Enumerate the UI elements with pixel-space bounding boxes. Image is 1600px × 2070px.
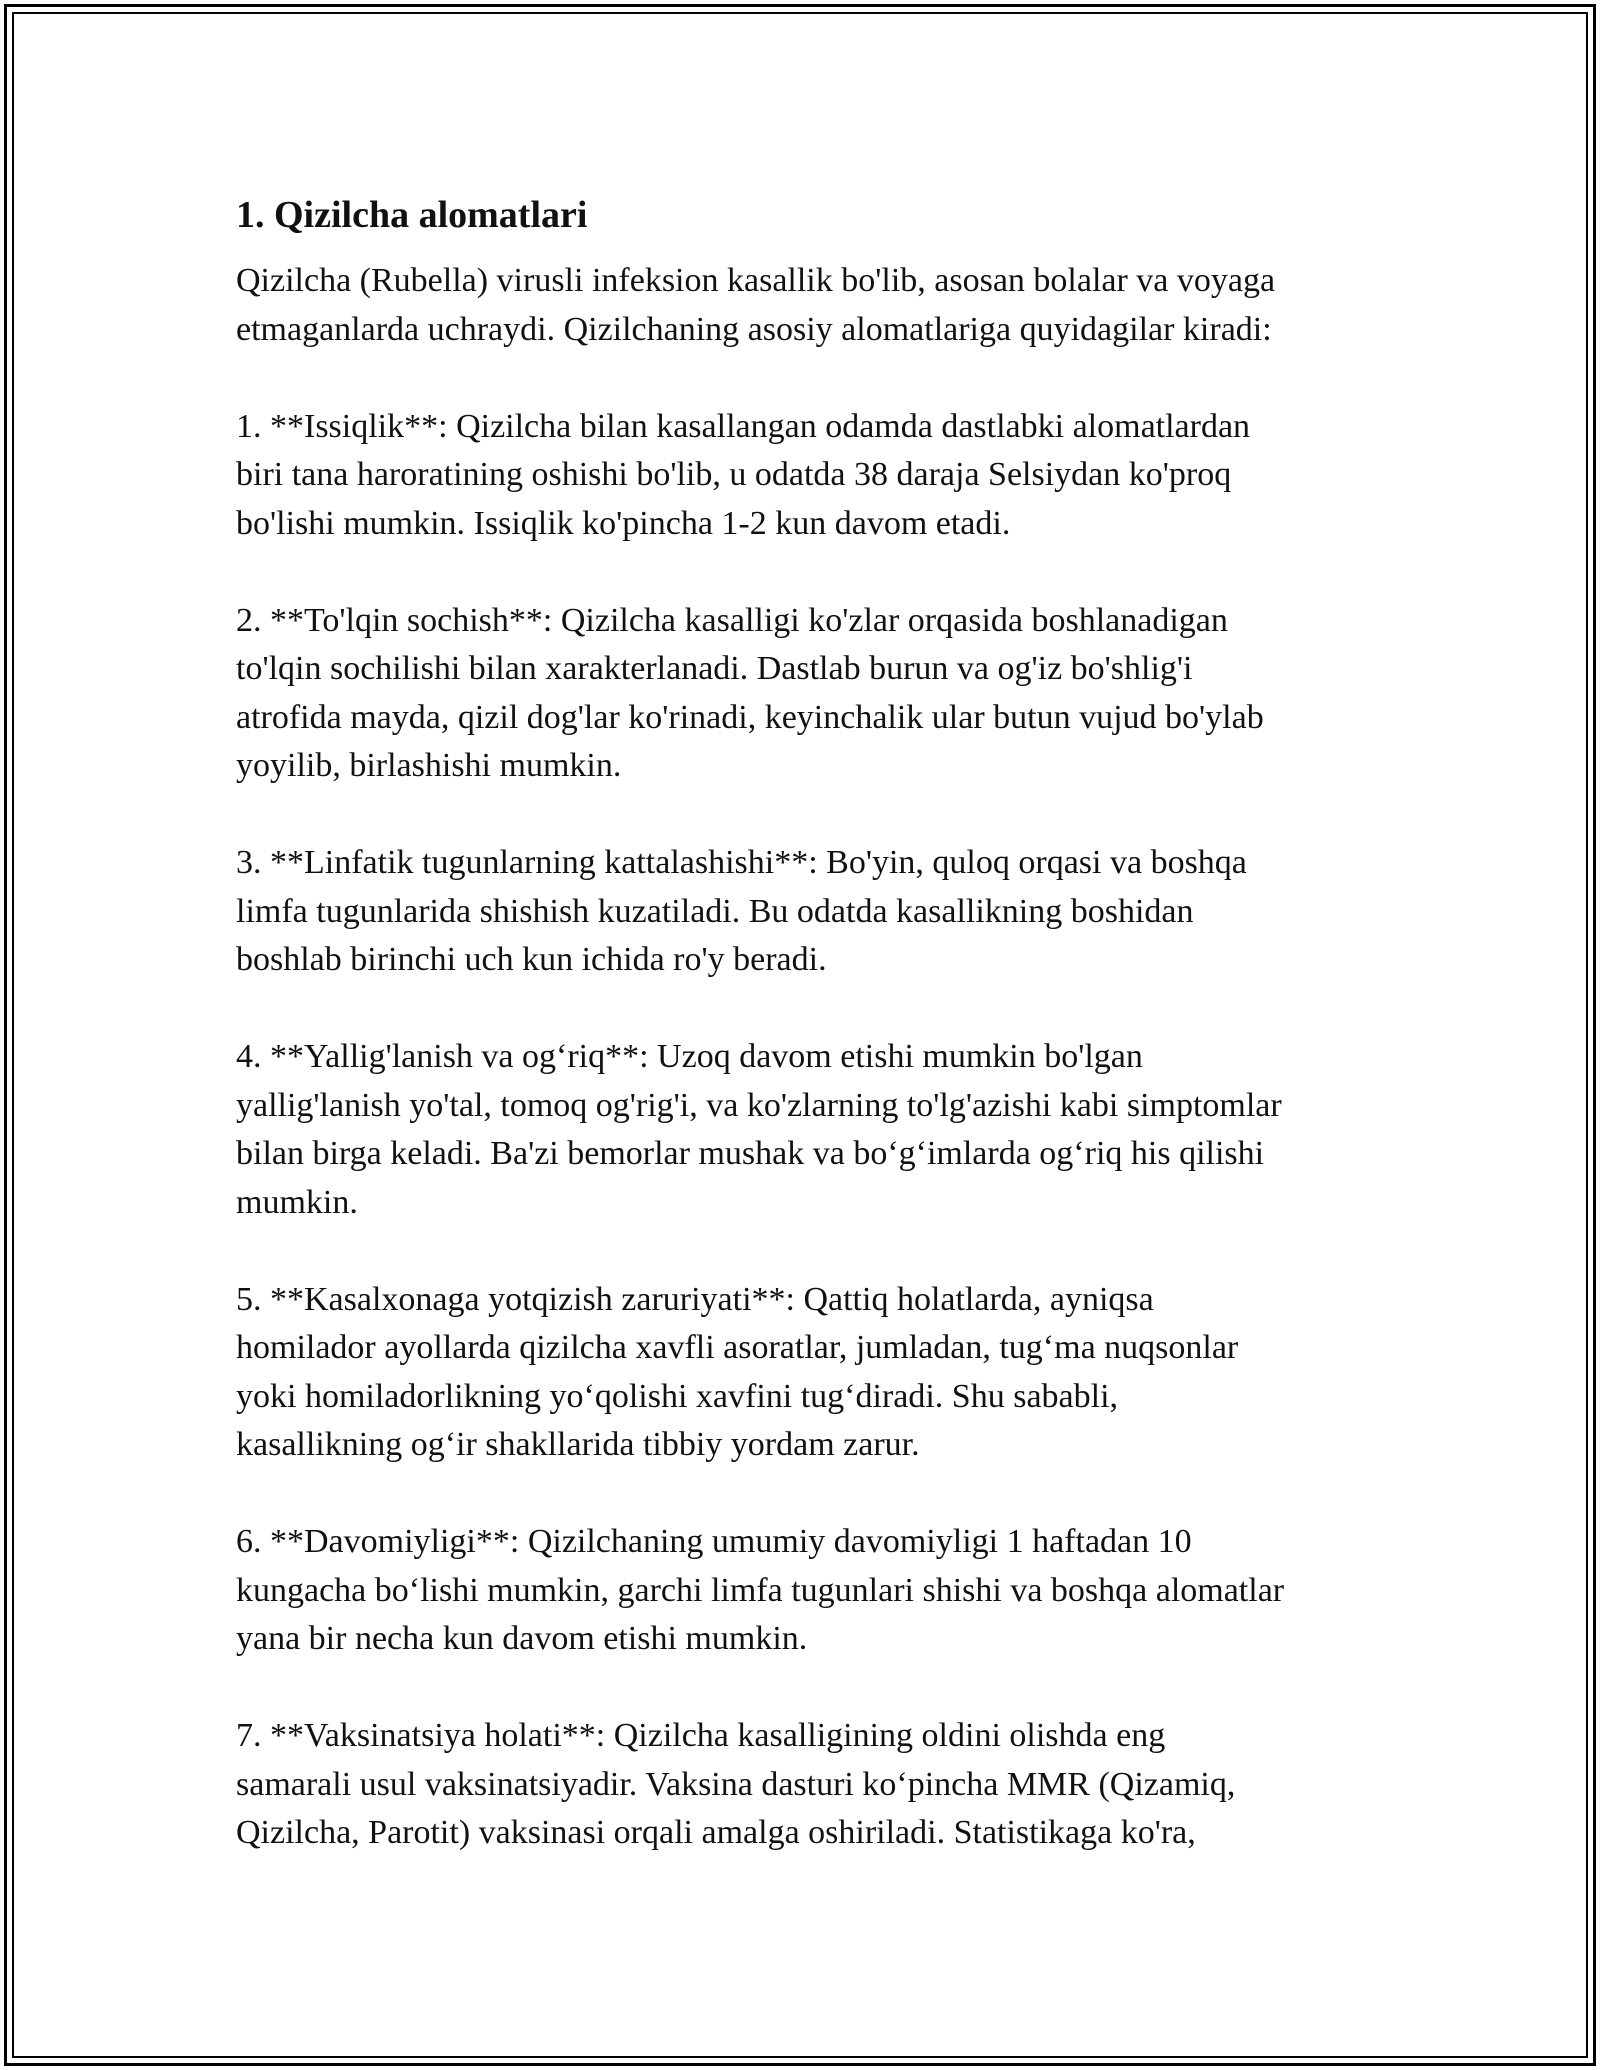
symptom-item-vaccination: 7. **Vaksinatsiya holati**: Qizilcha kasalligining oldini olishda eng samarali usul vaksinatsiyadir. Vaksina dasturi ko‘pincha MMR (Qizamiq, Qizilcha, Parotit) vaksinasi orqali amalga oshiriladi. Statistikaga ko'ra, (236, 1717, 1236, 1851)
symptom-item-inflammation: 4. **Yallig'lanish va og‘riq**: Uzoq davom etishi mumkin bo'lgan yallig'lanish yo'tal, tomoq og'rig'i, va ko'zlarning to'lg'azishi kabi simptomlar bilan birga keladi. Ba'zi bemorlar mushak va bo‘g‘imlarda og‘riq his qilishi mumkin. (236, 1038, 1282, 1221)
symptom-item-fever: 1. **Issiqlik**: Qizilcha bilan kasallangan odamda dastlabki alomatlardan biri tana haroratining oshishi bo'lib, u odatda 38 daraja Selsiydan ko'proq bo'lishi mumkin. Issiqlik ko'pincha 1-2 kun davom etadi. (236, 407, 1251, 542)
section-heading: 1. Qizilcha alomatlari (236, 194, 588, 236)
symptom-item-hospitalization: 5. **Kasalxonaga yotqizish zaruriyati**: Qattiq holatlarda, ayniqsa homilador ayollarda qizilcha xavfli asoratlar, jumladan, tug‘ma nuqsonlar yoki homiladorlikning yo‘qolishi xavfini tug‘diradi. Shu sababli, kasallikning og‘ir shakllarida tibbiy yordam zarur. (236, 1280, 1239, 1463)
symptom-item-lymph-nodes: 3. **Linfatik tugunlarning kattalashishi**: Bo'yin, quloq orqasi va boshqa limfa tugunlarida shishish kuzatiladi. Bu odatda kasallikning boshidan boshlab birinchi uch kun ichida ro'y beradi. (236, 844, 1247, 978)
symptom-item-duration: 6. **Davomiyligi**: Qizilchaning umumiy davomiyligi 1 haftadan 10 kungacha bo‘lishi mumkin, garchi limfa tugunlari shishi va boshqa alomatlar yana bir necha kun davom etishi mumkin. (236, 1523, 1285, 1657)
document-body (236, 185, 1376, 1906)
intro-paragraph: Qizilcha (Rubella) virusli infeksion kasallik bo'lib, asosan bolalar va voyaga etmaganlarda uchraydi. Qizilchaning asosiy alomatlariga quyidagilar kiradi: (236, 262, 1276, 348)
symptom-item-rash: 2. **To'lqin sochish**: Qizilcha kasalligi ko'zlar orqasida boshlanadigan to'lqin sochilishi bilan xarakterlanadi. Dastlab burun va og'iz bo'shlig'i atrofida mayda, qizil dog'lar ko'rinadi, keyinchalik ular butun vujud bo'ylab yoyilib, birlashishi mumkin. (236, 601, 1264, 784)
